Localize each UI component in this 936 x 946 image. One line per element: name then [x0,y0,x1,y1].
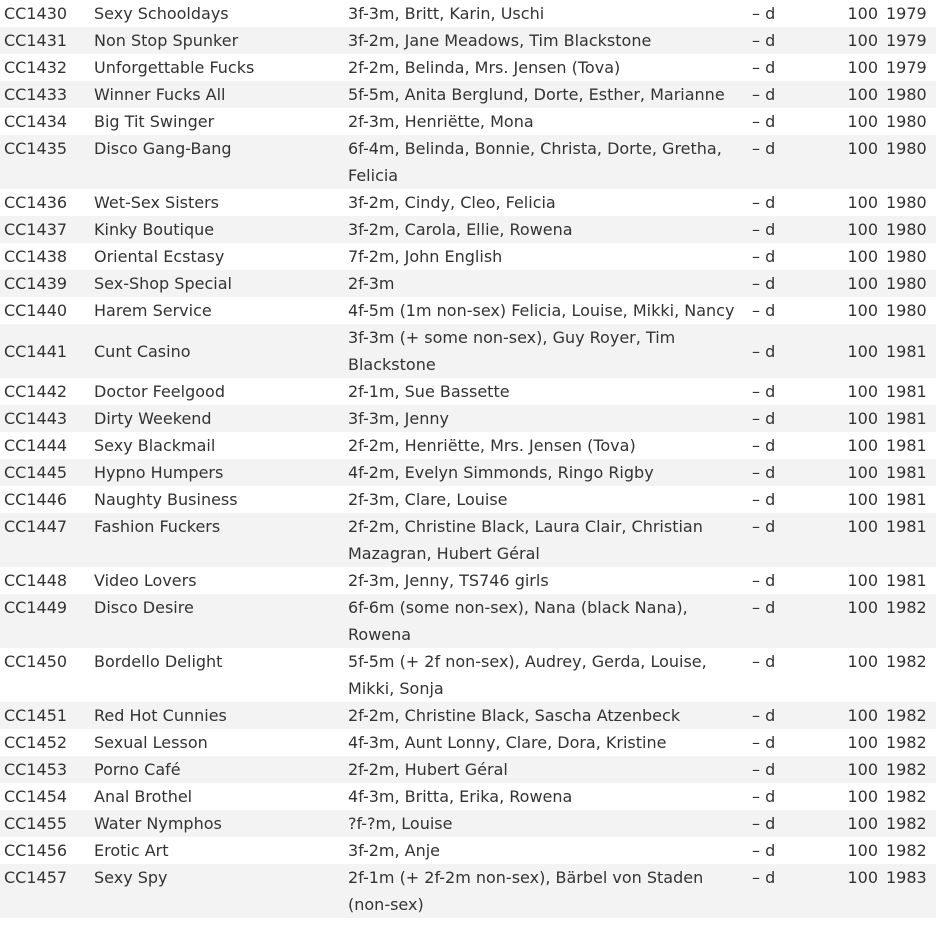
rating-value: 100 [822,81,882,108]
rating-value: 100 [822,648,882,702]
table-row [0,216,936,243]
rating-value: 100 [822,810,882,837]
table-row [0,108,936,135]
cast-list: 2f-1m, Sue Bassette [344,378,748,405]
catalog-code: CC1434 [0,108,90,135]
format-flag: – d [748,702,822,729]
catalog-code: CC1435 [0,135,90,189]
table-row [0,567,936,594]
film-title: Bordello Delight [90,648,344,702]
table-row [0,756,936,783]
film-title: Disco Gang-Bang [90,135,344,189]
cast-list: 3f-3m, Jenny [344,405,748,432]
catalog-code: CC1457 [0,864,90,918]
catalog-code: CC1442 [0,378,90,405]
rating-value: 100 [822,432,882,459]
table-row [0,27,936,54]
format-flag: – d [748,405,822,432]
rating-value: 100 [822,729,882,756]
format-flag: – d [748,27,822,54]
cast-list: 3f-2m, Jane Meadows, Tim Blackstone [344,27,748,54]
catalog-code: CC1436 [0,189,90,216]
format-flag: – d [748,324,822,378]
cast-list: ?f-?m, Louise [344,810,748,837]
catalog-code: CC1447 [0,513,90,567]
rating-value: 100 [822,243,882,270]
cast-list: 2f-2m, Hubert Géral [344,756,748,783]
cast-list: 3f-3m (+ some non-sex), Guy Royer, Tim Blackstone [344,324,748,378]
catalog-code: CC1449 [0,594,90,648]
rating-value: 100 [822,135,882,189]
release-year: 1980 [882,135,936,189]
film-title: Erotic Art [90,837,344,864]
format-flag: – d [748,0,822,27]
format-flag: – d [748,54,822,81]
film-title: Red Hot Cunnies [90,702,344,729]
catalog-code: CC1453 [0,756,90,783]
table-row [0,864,936,918]
table-row [0,729,936,756]
release-year: 1982 [882,729,936,756]
cast-list: 3f-3m, Britt, Karin, Uschi [344,0,748,27]
table-row [0,648,936,702]
table-row [0,810,936,837]
film-title: Non Stop Spunker [90,27,344,54]
film-title: Video Lovers [90,567,344,594]
rating-value: 100 [822,756,882,783]
cast-list: 3f-2m, Anje [344,837,748,864]
format-flag: – d [748,297,822,324]
catalog-code: CC1431 [0,27,90,54]
format-flag: – d [748,756,822,783]
film-title: Sexy Spy [90,864,344,918]
table-row [0,297,936,324]
format-flag: – d [748,594,822,648]
release-year: 1982 [882,756,936,783]
film-title: Big Tit Swinger [90,108,344,135]
format-flag: – d [748,432,822,459]
rating-value: 100 [822,405,882,432]
release-year: 1980 [882,270,936,297]
format-flag: – d [748,135,822,189]
rating-value: 100 [822,864,882,918]
cast-list: 2f-2m, Christine Black, Sascha Atzenbeck [344,702,748,729]
catalog-code: CC1455 [0,810,90,837]
catalog-code: CC1443 [0,405,90,432]
catalog-code: CC1441 [0,324,90,378]
rating-value: 100 [822,783,882,810]
catalog-code: CC1446 [0,486,90,513]
cast-list: 7f-2m, John English [344,243,748,270]
film-title: Kinky Boutique [90,216,344,243]
cast-list: 4f-3m, Aunt Lonny, Clare, Dora, Kristine [344,729,748,756]
cast-list: 2f-1m (+ 2f-2m non-sex), Bärbel von Staden (non-sex) [344,864,748,918]
film-title: Sexy Blackmail [90,432,344,459]
film-title: Dirty Weekend [90,405,344,432]
film-title: Oriental Ecstasy [90,243,344,270]
format-flag: – d [748,513,822,567]
format-flag: – d [748,216,822,243]
catalog-code: CC1456 [0,837,90,864]
rating-value: 100 [822,189,882,216]
cast-list: 2f-2m, Christine Black, Laura Clair, Christian Mazagran, Hubert Géral [344,513,748,567]
release-year: 1981 [882,405,936,432]
release-year: 1981 [882,432,936,459]
format-flag: – d [748,81,822,108]
table-row [0,513,936,567]
format-flag: – d [748,243,822,270]
catalog-code: CC1433 [0,81,90,108]
format-flag: – d [748,189,822,216]
film-title: Sexy Schooldays [90,0,344,27]
catalog-code: CC1450 [0,648,90,702]
cast-list: 4f-2m, Evelyn Simmonds, Ringo Rigby [344,459,748,486]
table-row [0,243,936,270]
cast-list: 2f-2m, Henriëtte, Mrs. Jensen (Tova) [344,432,748,459]
table-row [0,378,936,405]
rating-value: 100 [822,459,882,486]
rating-value: 100 [822,270,882,297]
rating-value: 100 [822,27,882,54]
film-title: Harem Service [90,297,344,324]
film-title: Sexual Lesson [90,729,344,756]
release-year: 1980 [882,108,936,135]
catalog-code: CC1432 [0,54,90,81]
table-row [0,837,936,864]
release-year: 1982 [882,837,936,864]
table-row [0,0,936,27]
format-flag: – d [748,459,822,486]
format-flag: – d [748,648,822,702]
table-row [0,135,936,189]
film-title: Cunt Casino [90,324,344,378]
film-title: Unforgettable Fucks [90,54,344,81]
release-year: 1980 [882,297,936,324]
film-title: Winner Fucks All [90,81,344,108]
rating-value: 100 [822,108,882,135]
release-year: 1979 [882,0,936,27]
cast-list: 2f-3m, Henriëtte, Mona [344,108,748,135]
cast-list: 2f-3m, Jenny, TS746 girls [344,567,748,594]
table-row [0,189,936,216]
catalog-code: CC1451 [0,702,90,729]
catalog-code: CC1430 [0,0,90,27]
cast-list: 5f-5m (+ 2f non-sex), Audrey, Gerda, Louise, Mikki, Sonja [344,648,748,702]
release-year: 1980 [882,243,936,270]
release-year: 1982 [882,648,936,702]
catalog-code: CC1444 [0,432,90,459]
film-title: Anal Brothel [90,783,344,810]
release-year: 1981 [882,513,936,567]
catalog-code: CC1440 [0,297,90,324]
format-flag: – d [748,864,822,918]
rating-value: 100 [822,567,882,594]
release-year: 1981 [882,324,936,378]
film-title: Porno Café [90,756,344,783]
catalog-code: CC1439 [0,270,90,297]
release-year: 1981 [882,567,936,594]
cast-list: 6f-4m, Belinda, Bonnie, Christa, Dorte, Gretha, Felicia [344,135,748,189]
rating-value: 100 [822,486,882,513]
cast-list: 4f-5m (1m non-sex) Felicia, Louise, Mikki, Nancy [344,297,748,324]
film-title: Naughty Business [90,486,344,513]
catalog-code: CC1452 [0,729,90,756]
release-year: 1982 [882,783,936,810]
catalog-code: CC1448 [0,567,90,594]
cast-list: 6f-6m (some non-sex), Nana (black Nana), Rowena [344,594,748,648]
format-flag: – d [748,810,822,837]
rating-value: 100 [822,702,882,729]
cast-list: 2f-2m, Belinda, Mrs. Jensen (Tova) [344,54,748,81]
format-flag: – d [748,486,822,513]
rating-value: 100 [822,54,882,81]
rating-value: 100 [822,0,882,27]
table-row [0,486,936,513]
film-title: Water Nymphos [90,810,344,837]
format-flag: – d [748,783,822,810]
release-year: 1981 [882,459,936,486]
film-title: Sex-Shop Special [90,270,344,297]
rating-value: 100 [822,324,882,378]
film-title: Fashion Fuckers [90,513,344,567]
format-flag: – d [748,108,822,135]
film-title: Hypno Humpers [90,459,344,486]
catalog-code: CC1438 [0,243,90,270]
release-year: 1979 [882,54,936,81]
table-row [0,783,936,810]
cast-list: 4f-3m, Britta, Erika, Rowena [344,783,748,810]
format-flag: – d [748,729,822,756]
rating-value: 100 [822,513,882,567]
release-year: 1980 [882,189,936,216]
cast-list: 5f-5m, Anita Berglund, Dorte, Esther, Marianne [344,81,748,108]
cast-list: 3f-2m, Carola, Ellie, Rowena [344,216,748,243]
format-flag: – d [748,837,822,864]
table-row [0,324,936,378]
format-flag: – d [748,270,822,297]
release-year: 1981 [882,486,936,513]
table-row [0,405,936,432]
rating-value: 100 [822,378,882,405]
rating-value: 100 [822,297,882,324]
cast-list: 2f-3m, Clare, Louise [344,486,748,513]
format-flag: – d [748,567,822,594]
rating-value: 100 [822,837,882,864]
table-row [0,702,936,729]
table-row [0,81,936,108]
release-year: 1982 [882,594,936,648]
rating-value: 100 [822,594,882,648]
film-title: Doctor Feelgood [90,378,344,405]
rating-value: 100 [822,216,882,243]
table-row [0,270,936,297]
format-flag: – d [748,378,822,405]
catalog-code: CC1454 [0,783,90,810]
release-year: 1983 [882,864,936,918]
release-year: 1982 [882,702,936,729]
release-year: 1980 [882,81,936,108]
release-year: 1979 [882,27,936,54]
table-row [0,432,936,459]
film-title: Disco Desire [90,594,344,648]
catalog-code: CC1437 [0,216,90,243]
catalog-code: CC1445 [0,459,90,486]
release-year: 1982 [882,810,936,837]
table-row [0,459,936,486]
release-year: 1980 [882,216,936,243]
cast-list: 3f-2m, Cindy, Cleo, Felicia [344,189,748,216]
table-row [0,54,936,81]
release-year: 1981 [882,378,936,405]
table-row [0,594,936,648]
cast-list: 2f-3m [344,270,748,297]
film-title: Wet-Sex Sisters [90,189,344,216]
